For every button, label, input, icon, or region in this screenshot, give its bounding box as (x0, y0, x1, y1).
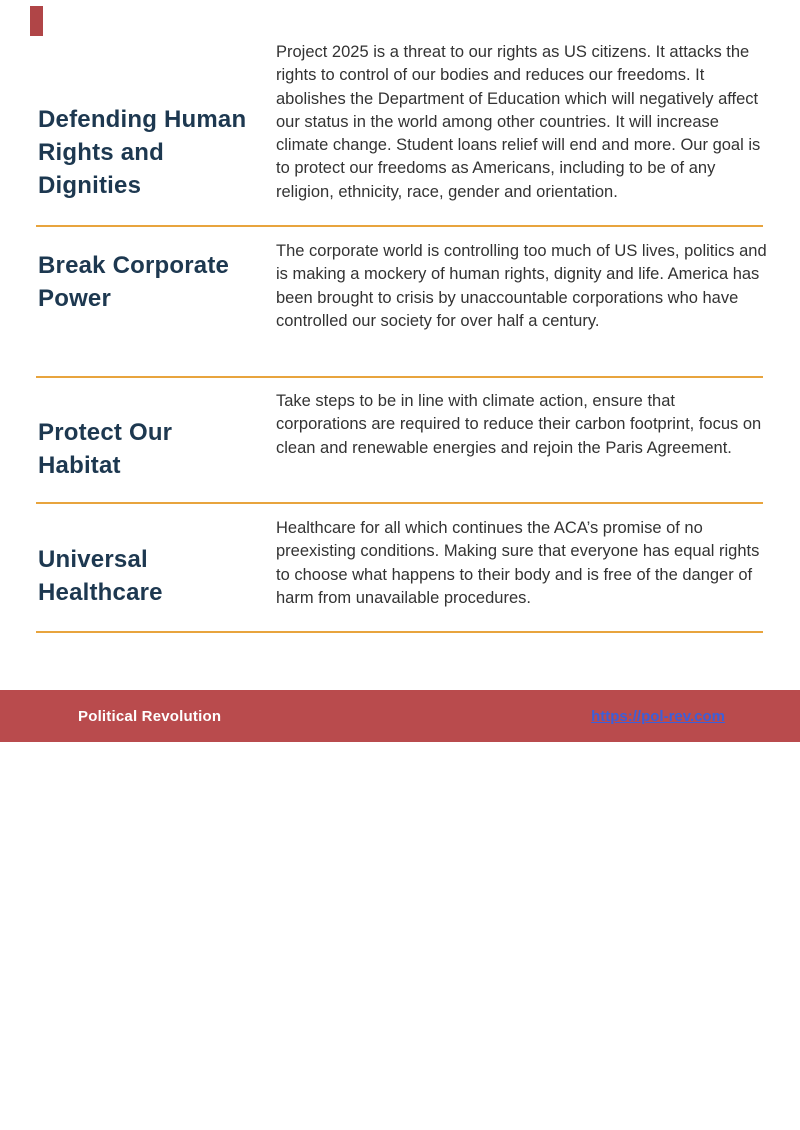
section-divider (36, 502, 763, 504)
section-divider (36, 225, 763, 227)
footer-website-link[interactable]: https://pol-rev.com (591, 707, 725, 725)
section-body-protect-our-habitat: Take steps to be in line with climate action, ensure that corporations are required to reduce their carbon footprint, focus on clean and renewable energies and rejoin the Paris Agreement. (276, 392, 762, 457)
section-body-defending-human-rights: Project 2025 is a threat to our rights as US citizens. It attacks the rights to control of our bodies and reduces our freedoms. It abolishes the Department of Education which will negatively affect our status in the world among other countries. It will increase climate change. Student loans relief will end and more. Our goal is to protect our freedoms as Americans, including to be of any religion, ethnicity, race, gender and orientation. (276, 43, 761, 201)
section-heading-universal-healthcare: Universal Healthcare (38, 546, 163, 606)
section-body-universal-healthcare: Healthcare for all which continues the ACA’s promise of no preexisting conditions. Making sure that everyone has equal rights to choose what happens to their body and is free of the danger of harm from unavailable procedures. (276, 519, 760, 607)
section-divider (36, 376, 763, 378)
section-heading-defending-human-rights: Defending Human Rights and Dignities (38, 106, 247, 199)
section-divider (36, 631, 763, 633)
footer-bar (0, 690, 800, 742)
section-heading-protect-our-habitat: Protect Our Habitat (38, 419, 173, 479)
accent-bar (30, 6, 43, 36)
footer-org-name: Political Revolution (78, 707, 222, 725)
section-body-break-corporate-power: The corporate world is controlling too much of US lives, politics and is making a mockery of human rights, dignity and life. America has been brought to crisis by unaccountable corporations who have controlled our society for over half a century. (276, 242, 767, 330)
section-heading-break-corporate-power: Break Corporate Power (38, 252, 230, 312)
